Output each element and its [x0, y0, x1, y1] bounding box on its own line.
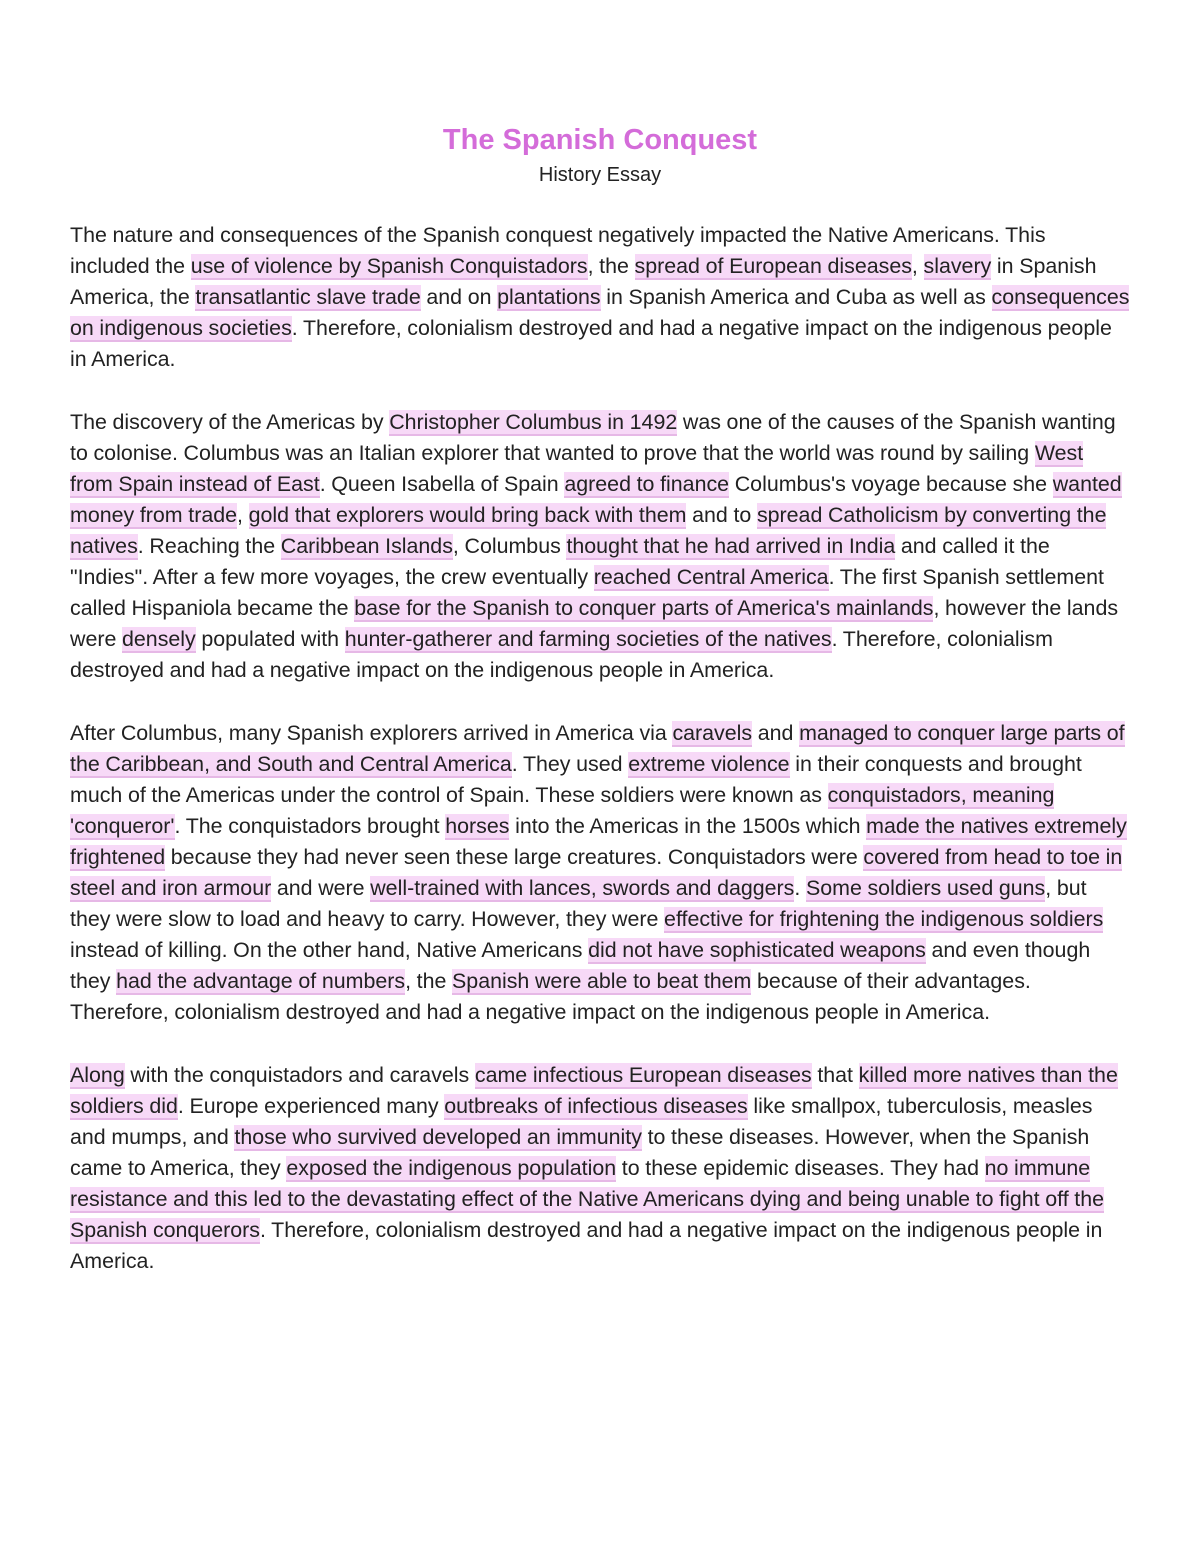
highlighted-text: consequences on indigenous societies: [70, 285, 1130, 341]
paragraph-text: and were: [271, 875, 371, 900]
paragraph-text: and to: [686, 502, 757, 527]
highlighted-text: well-trained with lances, swords and daggers: [370, 875, 795, 900]
highlighted-text: no immune resistance and this led to the devastating effect of the Native Americans dying and being unable to fight off the Spanish conquerors: [70, 1155, 1105, 1242]
paragraph-text: .: [794, 875, 806, 900]
paragraph-text: ,: [237, 502, 249, 527]
paragraph-text: because of their advantages. Therefore, colonialism destroyed and had a negative impact on the indigenous people in America.: [70, 969, 1031, 1025]
paragraph-text: with the conquistadors and caravels: [124, 1062, 475, 1087]
highlighted-text: hunter-gatherer and farming societies of the natives: [344, 627, 832, 652]
highlighted-text: densely: [122, 627, 196, 652]
highlighted-text: managed to conquer large parts of the Caribbean, and South and Central America: [70, 720, 1125, 776]
paragraph-text: that: [811, 1062, 859, 1087]
paragraph-text: . Therefore, colonialism destroyed and had a negative impact on the indigenous people in America.: [70, 627, 1053, 683]
paragraph-text: , the: [405, 969, 453, 994]
paragraph-text: in their conquests and brought much of the Americas under the control of Spain. These soldiers were known as: [70, 751, 1082, 807]
highlighted-text: Spanish were able to beat them: [452, 969, 752, 994]
paragraph-text: and: [752, 720, 800, 745]
paragraph-text: into the Americas in the 1500s which: [509, 813, 867, 838]
paragraph-text: . Therefore, colonialism destroyed and had a negative impact on the indigenous people in America.: [70, 316, 1112, 372]
paragraph-text: . The first Spanish settlement called Hispaniola became the: [70, 565, 1104, 621]
paragraph-text: because they had never seen these large creatures. Conquistadors were: [165, 844, 864, 869]
highlighted-text: covered from head to toe in steel and iron armour: [70, 844, 1123, 900]
highlighted-text: gold that explorers would bring back with them: [248, 502, 687, 527]
highlighted-text: reached Central America: [593, 565, 829, 590]
highlighted-text: thought that he had arrived in India: [566, 533, 896, 558]
paragraph-text: and called it the "Indies". After a few more voyages, the crew eventually: [70, 533, 1050, 590]
highlighted-text: Christopher Columbus in 1492: [389, 409, 678, 434]
highlighted-text: did not have sophisticated weapons: [588, 938, 926, 963]
highlighted-text: Along: [70, 1062, 125, 1087]
paragraph-text: , but they were slow to load and heavy to carry. However, they were: [70, 875, 1087, 932]
highlighted-text: came infectious European diseases: [474, 1062, 812, 1087]
highlighted-text: outbreaks of infectious diseases: [444, 1093, 748, 1118]
paragraph-text: The nature and consequences of the Spanish conquest negatively impacted the Native Americans. This included the: [70, 223, 1046, 279]
highlighted-text: effective for frightening the indigenous soldiers: [664, 907, 1104, 932]
paragraph-3: [70, 718, 1130, 1029]
essay-body: [70, 220, 1130, 1277]
paragraph-text: , the: [587, 254, 635, 279]
paragraph-text: to these diseases. However, when the Spanish came to America, they: [70, 1124, 1090, 1180]
paragraph-text: , Columbus: [452, 533, 567, 558]
highlighted-text: Caribbean Islands: [280, 533, 453, 558]
highlighted-text: conquistadors, meaning 'conqueror': [70, 782, 1055, 838]
paragraph-1: [70, 220, 1130, 375]
highlighted-text: agreed to finance: [564, 471, 730, 496]
paragraph-text: , however the lands were: [70, 596, 1119, 652]
highlighted-text: caravels: [672, 720, 753, 745]
paragraph-text: and even though they: [70, 938, 1091, 994]
paragraph-text: was one of the causes of the Spanish wanting to colonise. Columbus was an Italian explorer that wanted to prove that the world was round by sailing: [70, 409, 1116, 465]
highlighted-text: spread of European diseases: [634, 254, 912, 279]
highlighted-text: those who survived developed an immunity: [234, 1124, 642, 1149]
paragraph-text: . The conquistadors brought: [174, 813, 446, 838]
highlighted-text: West from Spain instead of East: [70, 440, 1084, 496]
paragraph-text: populated with: [195, 627, 345, 652]
essay-title: The Spanish Conquest: [442, 124, 758, 156]
paragraph-text: and on: [420, 285, 498, 310]
highlighted-text: use of violence by Spanish Conquistadors: [190, 254, 588, 279]
highlighted-text: extreme violence: [628, 751, 790, 776]
paragraph-text: The discovery of the Americas by: [70, 409, 390, 434]
highlighted-text: had the advantage of numbers: [116, 969, 406, 994]
paragraph-text: After Columbus, many Spanish explorers arrived in America via: [70, 720, 673, 745]
paragraph-text: in Spanish America, the: [70, 254, 1097, 310]
paragraph-text: Columbus's voyage because she: [729, 471, 1053, 496]
paragraph-text: . Reaching the: [137, 533, 281, 558]
paragraph-text: instead of killing. On the other hand, Native Americans: [70, 938, 589, 963]
highlighted-text: killed more natives than the soldiers did: [70, 1062, 1118, 1118]
highlighted-text: spread Catholicism by converting the natives: [70, 502, 1107, 558]
paragraph-text: ,: [911, 254, 924, 279]
essay-subtitle: History Essay: [538, 164, 662, 186]
highlighted-text: wanted money from trade: [70, 471, 1122, 527]
highlighted-text: made the natives extremely frightened: [70, 813, 1127, 869]
paragraph-2: [70, 407, 1130, 687]
highlighted-text: horses: [445, 813, 510, 838]
paragraph-text: to these epidemic diseases. They had: [616, 1155, 985, 1180]
paragraph-text: like smallpox, tuberculosis, measles and mumps, and: [70, 1093, 1093, 1149]
highlighted-text: exposed the indigenous population: [286, 1155, 617, 1180]
highlighted-text: base for the Spanish to conquer parts of America's mainlands: [354, 596, 934, 621]
paragraph-text: . Therefore, colonialism destroyed and had a negative impact on the indigenous people in America.: [70, 1218, 1103, 1274]
paragraph-text: . Europe experienced many: [177, 1093, 445, 1118]
highlighted-text: Some soldiers used guns: [805, 875, 1046, 900]
paragraph-text: . They used: [511, 751, 629, 776]
paragraph-text: . Queen Isabella of Spain: [319, 471, 565, 496]
highlighted-text: transatlantic slave trade: [195, 285, 421, 310]
highlighted-text: slavery: [923, 254, 992, 279]
highlighted-text: plantations: [497, 285, 601, 310]
paragraph-text: in Spanish America and Cuba as well as: [600, 285, 992, 310]
paragraph-4: [70, 1060, 1130, 1278]
